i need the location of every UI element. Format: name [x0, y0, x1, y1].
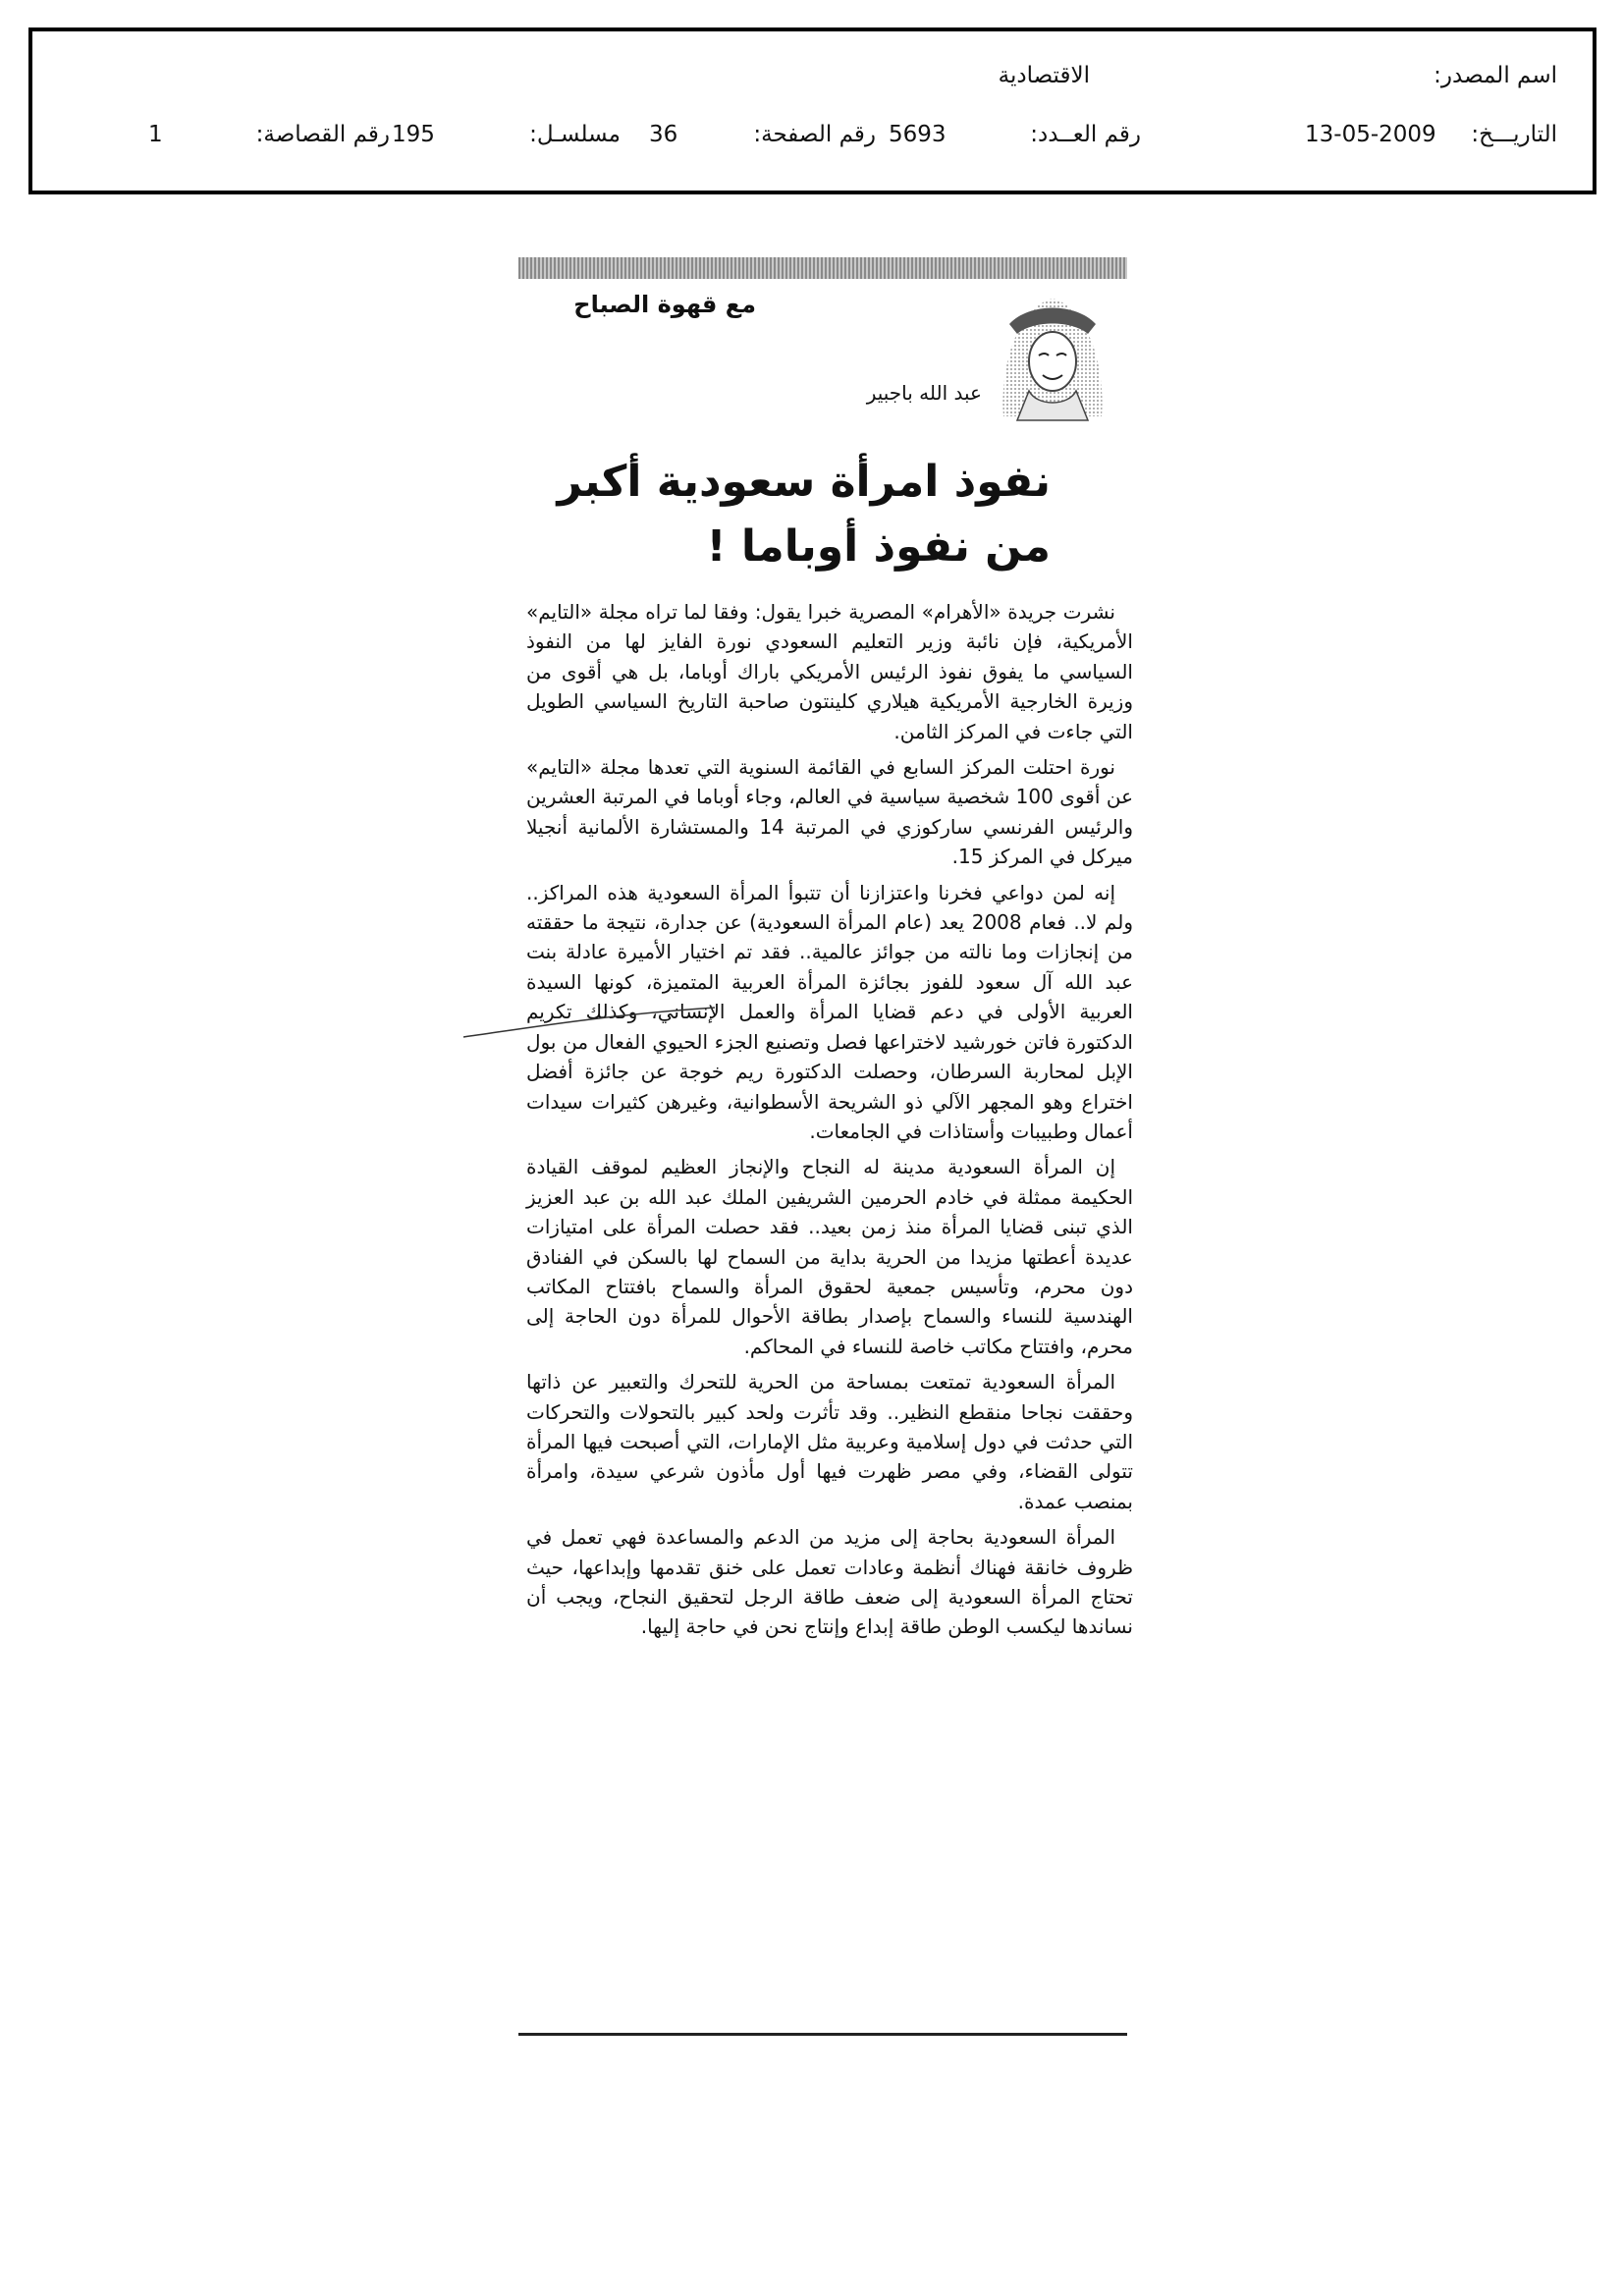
source-value: الاقتصادية [998, 63, 1090, 88]
paragraph: نشرت جريدة «الأهرام» المصرية خبرا يقول: وفقا لما تراه مجلة «التايم» الأمريكية، فإن نائبة وزير التعليم السعودي نورة الفايز لها من النفوذ السياسي ما يفوق نفوذ الرئيس الأمريكي باراك أوباما، بل هي أقوى من وزيرة الخارجية الأمريكية هيلاري كلينتون صاحبة التاريخ السياسي الطويل التي جاءت في المركز الثامن. [526, 600, 1133, 743]
issue-label: رقم العــدد: [1030, 122, 1141, 147]
paragraph: المرأة السعودية بحاجة إلى مزيد من الدعم والمساعدة فهي تعمل في ظروف خانقة فهناك أنظمة وعادات تعمل على خنق تقدمها وإبداعها، حيث تحتاج المرأة السعودية إلى ضعف طاقة الرجل لتحقيق النجاح، ويجب أن نساندها ليكسب الوطن طاقة إبداع وإنتاج نحن في حاجة إليها. [526, 1525, 1133, 1639]
author-portrait-icon [990, 285, 1115, 422]
paragraph: إن المرأة السعودية مدينة له النجاح والإنجاز العظيم لموقف القيادة الحكيمة ممثلة في خادم الحرمين الشريفين الملك عبد الله بن عبد العزيز الذي تبنى قضايا المرأة منذ زمن بعيد.. فقد حصلت المرأة على امتيازات عديدة أعطتها مزيدا من الحرية بداية من السماح لها بالسكن في الفنادق دون محرم، وتأسيس جمعية لحقوق المرأة والسماح بافتتاح المكاتب الهندسية للنساء والسماح بإصدار بطاقة الأحوال للمرأة دون الحاجة إلى محرم، وافتتاح مكاتب خاصة للنساء في المحاكم. [526, 1155, 1133, 1358]
serial-label: مسلسـل: [529, 122, 621, 147]
newspaper-clipping [511, 255, 1139, 2043]
paragraph: إنه لمن دواعي فخرنا واعتزازنا أن تتبوأ المرأة السعودية هذه المراكز.. ولم لا.. فعام 2008 يعد (عام المرأة السعودية) عن جدارة، نتيجة ما حققته من إنجازات وما نالته من جوائز عالمية.. فقد تم اختيار الأميرة عادلة بنت عبد الله آل سعود للفوز بجائزة المرأة العربية المتميزة، كونها السيدة العربية الأولى في دعم قضايا المرأة والعمل الإنساني، وكذلك تكريم الدكتورة فاتن خورشيد لاختراعها فصل وتصنيع الجزء الحيوي الفعال من بول الإبل لمحاربة السرطان، وحصلت الدكتورة ريم خوجة عن جائزة أفضل اختراع وهو المجهر الآلي ذو الشريحة الأسطوانية، وغيرهن كثيرات سيدات أعمال وطبيبات وأستاذات في الجامعات. [526, 880, 1133, 1143]
page-value: 36 [649, 122, 678, 147]
date-value: 13-05-2009 [1305, 122, 1436, 147]
clip-label: رقم القصاصة: [255, 122, 390, 147]
source-label: اسم المصدر: [1434, 63, 1557, 88]
bottom-rule [518, 2033, 1127, 2036]
headline-line-2: من نفوذ أوباما ! [706, 521, 1051, 572]
column-header-bar [518, 257, 1127, 279]
column-name: مع قهوة الصباح [573, 291, 756, 318]
issue-value: 5693 [889, 122, 947, 147]
serial-value: 195 [392, 122, 435, 147]
author-name: عبد الله باجبير [866, 381, 982, 405]
paragraph: المرأة السعودية تمتعت بمساحة من الحرية للتحرك والتعبير عن ذاتها وحققت نجاحا منقطع النظير.. وقد تأثرت ولحد كبير بالتحولات والتحركات التي حدثت في دول إسلامية وعربية مثل الإمارات، التي أصبحت فيها المرأة تتولى القضاء، وفي مصر ظهرت فيها أول مأذون شرعي سيدة، وامرأة بمنصب عمدة. [526, 1370, 1133, 1513]
clip-value: 1 [148, 122, 163, 147]
page-label: رقم الصفحة: [753, 122, 876, 147]
date-label: التاريـــخ: [1471, 122, 1557, 147]
article-body [526, 597, 1133, 1648]
headline-line-1: نفوذ امرأة سعودية أكبر [557, 457, 1051, 507]
clipping-metadata-box [28, 27, 1596, 194]
article-headline [520, 450, 1051, 579]
paragraph: نورة احتلت المركز السابع في القائمة السنوية التي تعدها مجلة «التايم» عن أقوى 100 شخصية سياسية في العالم، وجاء أوباما في المرتبة العشرين والرئيس الفرنسي ساركوزي في المرتبة 14 والمستشارة الألمانية أنجيلا ميركل في المركز 15. [526, 755, 1133, 869]
handwritten-pen-stroke [461, 1002, 717, 1041]
